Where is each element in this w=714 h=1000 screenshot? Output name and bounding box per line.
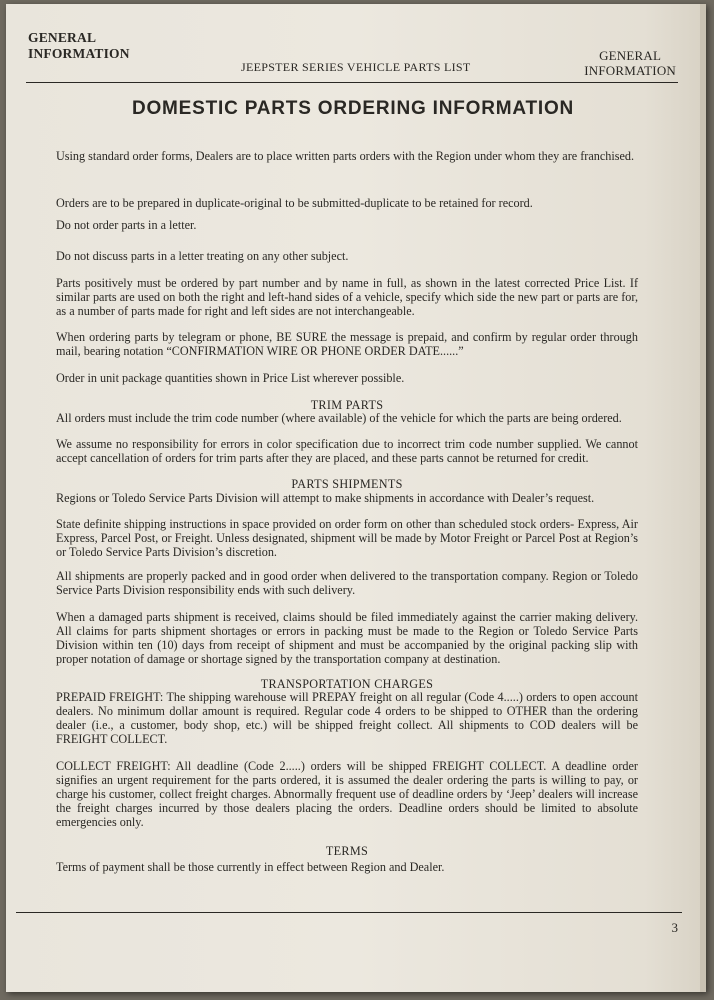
- paragraph-shipment-request: Regions or Toledo Service Parts Division will attempt to make shipments in accordance with Dealer’s request.: [56, 491, 595, 505]
- header-rule: [26, 82, 678, 83]
- paragraph-telegram: When ordering parts by telegram or phone, BE SURE the message is prepaid, and confirm by regular order through mail, bearing notation “CONFIRMATION WIRE OR PHONE ORDER DATE......”: [56, 330, 638, 358]
- heading-transportation-charges: TRANSPORTATION CHARGES: [260, 677, 434, 691]
- paragraph-duplicate: Orders are to be prepared in duplicate-original to be submitted-duplicate to be retained for record.: [56, 196, 533, 210]
- page-title: DOMESTIC PARTS ORDERING INFORMATION: [131, 98, 575, 119]
- paragraph-terms: Terms of payment shall be those currently in effect between Region and Dealer.: [56, 860, 445, 874]
- paragraph-unit-package: Order in unit package quantities shown in Price List wherever possible.: [56, 371, 405, 385]
- paragraph-order-forms: Using standard order forms, Dealers are to place written parts orders with the Region under whom they are franchised.: [56, 149, 635, 163]
- paragraph-prepaid-freight: PREPAID FREIGHT: The shipping warehouse will PREPAY freight on all regular (Code 4.....) orders to open account dealers. No minimum dollar amount is required. Regular code 4 orders to be shipped to OTHER than the ordering dealer (i.e., a customer, body shop, etc.) will be shipped freight collect. All shipments to COD dealers will be FREIGHT COLLECT.: [56, 690, 638, 746]
- heading-trim-parts: TRIM PARTS: [310, 398, 384, 412]
- heading-terms: TERMS: [325, 844, 369, 858]
- heading-parts-shipments: PARTS SHIPMENTS: [291, 477, 403, 491]
- paragraph-trim-code: All orders must include the trim code number (where available) of the vehicle for which the parts are being ordered.: [56, 411, 622, 425]
- document-page: [6, 4, 706, 992]
- paragraph-collect-freight: COLLECT FREIGHT: All deadline (Code 2.....) orders will be shipped FREIGHT COLLECT. A deadline order signifies an urgent requirement for the parts ordered, it is assumed the dealer ordering the parts is willing to pay, or charge his customer, collect freight charges. Abnormally frequent use of deadline orders by ‘Jeep’ dealers will increase the freight charges incurred by those dealers placing the orders. Deadline orders should be limited to absolute emergencies only.: [56, 759, 638, 829]
- paragraph-shipping-instructions: State definite shipping instructions in space provided on order form on other than scheduled stock orders- Express, Air Express, Parcel Post, or Freight. Unless designated, shipment will be made by Motor Freight or Parcel Post at Region’s or Toledo Service Parts Division’s discretion.: [56, 517, 638, 559]
- header-title: JEEPSTER SERIES VEHICLE PARTS LIST: [241, 60, 471, 74]
- paragraph-trim-responsibility: We assume no responsibility for errors in color specification due to incorrect trim code number supplied. We cannot accept cancellation of orders for trim parts after they are placed, and these parts cannot be returned for credit.: [56, 437, 638, 465]
- page-number: 3: [671, 920, 678, 935]
- header-left-line2: INFORMATION: [28, 46, 130, 61]
- header-right: [584, 48, 676, 78]
- paragraph-part-number: Parts positively must be ordered by part number and by name in full, as shown in the latest corrected Price List. If similar parts are used on both the right and left-hand sides of a vehicle, specify which side the new part or parts are for, as a number of parts made for right and left sides are not interchangeable.: [56, 276, 638, 318]
- paragraph-packed: All shipments are properly packed and in good order when delivered to the transportation company. Region or Toledo Service Parts Division responsibility ends with such delivery.: [56, 569, 638, 597]
- header-left-line1: GENERAL: [28, 30, 97, 45]
- paragraph-no-discuss: Do not discuss parts in a letter treating on any other subject.: [56, 249, 349, 263]
- header-right-line1: GENERAL: [599, 48, 662, 63]
- footer-rule: [16, 912, 682, 913]
- header-right-line2: INFORMATION: [584, 63, 676, 78]
- header-left: [28, 30, 130, 62]
- paragraph-no-letter: Do not order parts in a letter.: [56, 218, 197, 232]
- paragraph-damaged: When a damaged parts shipment is received, claims should be filed immediately against the carrier making delivery. All claims for parts shipment shortages or errors in packing must be made to the Region or Toledo Service Parts Division within ten (10) days from receipt of shipment and must be accompanied by the original packing slip with proper notation of damage or shortage signed by the transportation company at destination.: [56, 610, 638, 666]
